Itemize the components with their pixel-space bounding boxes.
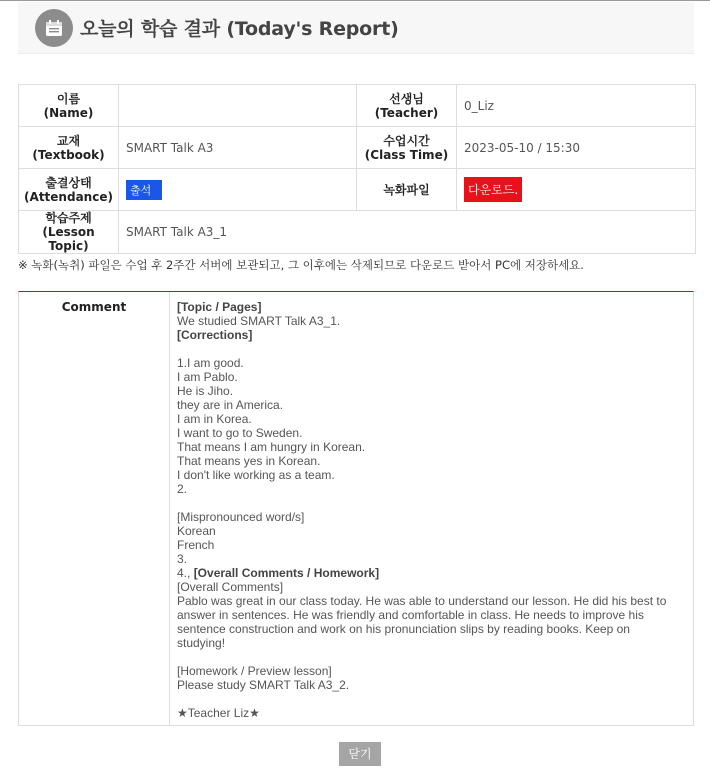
teacher-value: 0_Liz [457,85,696,127]
comment-line [177,692,689,706]
close-button[interactable]: 닫기 [339,742,381,766]
download-button[interactable]: 다운로드. [464,177,522,202]
table-row [19,169,696,211]
comment-line: 2. [177,482,188,496]
teacher-label-ko: 선생님 [389,91,424,106]
report-info-table [18,84,696,254]
comment-line: I want to go to Sweden. [177,426,303,440]
comment-line: Korean [177,524,216,538]
name-label-ko: 이름 [56,91,81,106]
comment-line [177,342,689,356]
storage-notice: ※ 녹화(녹취) 파일은 수업 후 2주간 서버에 보관되고, 그 이후에는 삭제되므로 다운로드 받아서 PC에 저장하세요. [18,258,584,272]
recording-value-cell [457,169,696,211]
name-value [119,85,357,127]
attendance-badge: 출석 [126,180,162,200]
comment-line: ★Teacher Liz★ [177,706,260,720]
attendance-label-en: (Attendance) [24,189,113,204]
comment-line: I am in Korea. [177,412,252,426]
comment-section [18,291,694,726]
comment-line-heading: [Overall Comments / Homework] [193,566,380,580]
name-label-en: (Name) [43,105,94,120]
teacher-label-en: (Teacher) [374,105,439,120]
topic-label-en: (Lesson Topic) [42,225,95,253]
topic-value: SMART Talk A3_1 [119,211,696,254]
top-border [0,0,710,1]
comment-line: [Overall Comments] [177,580,284,594]
topic-label [19,211,119,254]
table-row [19,85,696,127]
page-title: 오늘의 학습 결과 (Today's Report) [80,18,399,40]
classtime-label-ko: 수업시간 [383,133,430,148]
comment-line [177,650,689,664]
comment-line: That means I am hungry in Korean. [177,440,366,454]
textbook-label-en: (Textbook) [32,147,105,162]
comment-line: We studied SMART Talk A3_1. [177,314,341,328]
attendance-label [19,169,119,211]
comment-line: [Homework / Preview lesson] [177,664,332,678]
comment-line: [Mispronounced word/s] [177,510,305,524]
comment-line: answer in sentences. He was friendly and comfortable in class. He needs to improve his [177,608,644,622]
comment-line: Please study SMART Talk A3_2. [177,678,350,692]
comment-line: 3. [177,552,188,566]
comment-line [177,496,689,510]
comment-line-prefix: 4., [177,566,194,580]
comment-line: studying! [177,636,226,650]
teacher-label [357,85,457,127]
name-label [19,85,119,127]
classtime-label [357,127,457,169]
comment-line: French [177,538,215,552]
classtime-label-en: (Class Time) [364,147,449,162]
comment-line: I am Pablo. [177,370,238,384]
comment-line: [Topic / Pages] [177,300,262,314]
report-header [18,2,694,54]
comment-line [177,566,689,580]
textbook-label-ko: 교재 [56,133,81,148]
comment-line: He is Jiho. [177,384,234,398]
textbook-label [19,127,119,169]
table-row [19,127,696,169]
comment-line: Pablo was great in our class today. He was able to understand our lesson. He did his best to [177,594,667,608]
calendar-icon [35,9,73,47]
comment-line: sentence construction and work on his pronunciation slips by reading books. Keep on [177,622,630,636]
recording-label: 녹화파일 [357,169,457,211]
comment-line: they are in America. [177,398,284,412]
comment-line: [Corrections] [177,328,253,342]
comment-line: I don't like working as a team. [177,468,335,482]
comment-text [177,300,689,720]
topic-label-ko: 학습주제 [45,211,92,225]
textbook-value: SMART Talk A3 [119,127,357,169]
attendance-value-cell [119,169,357,211]
comment-line: 1.I am good. [177,356,244,370]
table-row [19,211,696,254]
attendance-label-ko: 출결상태 [45,175,92,190]
classtime-value: 2023-05-10 / 15:30 [457,127,696,169]
comment-line: That means yes in Korean. [177,454,321,468]
comment-label: Comment [19,292,170,725]
